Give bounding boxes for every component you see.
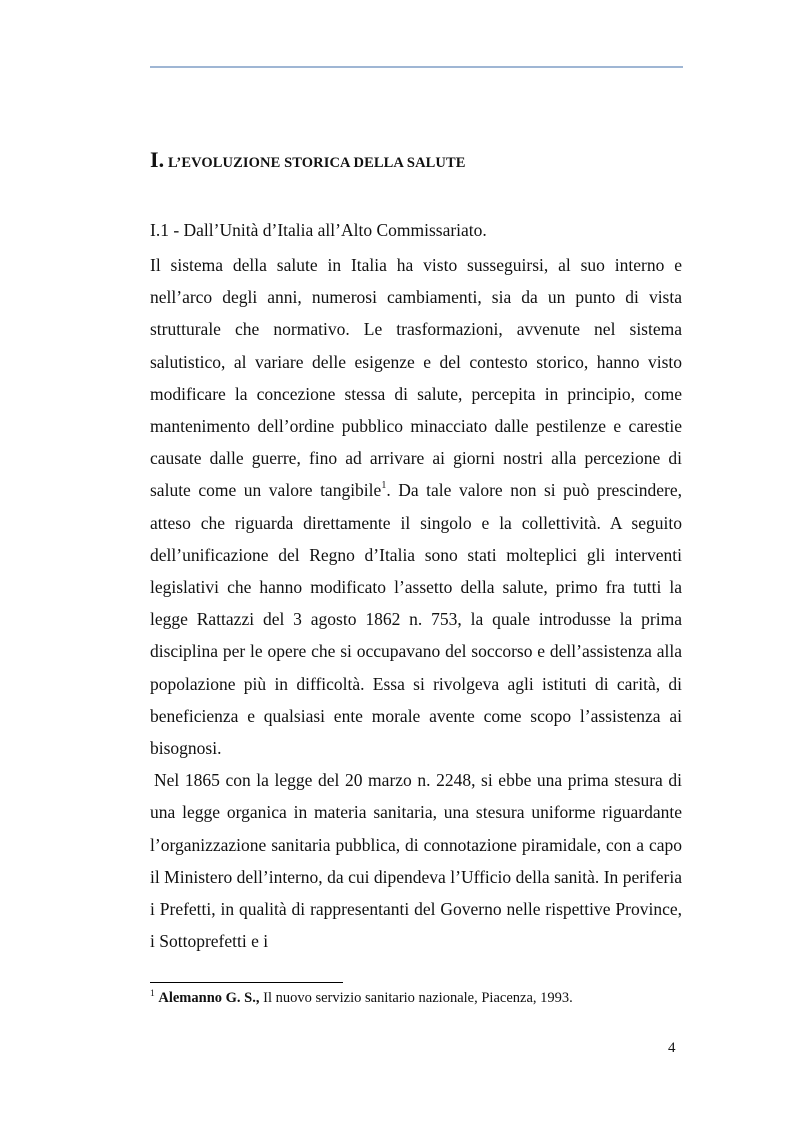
chapter-title <box>150 147 466 173</box>
chapter-number: I. <box>150 147 165 172</box>
paragraph-1-text-a: Il sistema della salute in Italia ha visto susseguirsi, al suo interno e nell’arco degli anni, numerosi cambiamenti, sia da un punto di vista strutturale che normativo. Le trasformazioni, avvenute nel sistema salutistico, al variare delle esigenze e del contesto storico, hanno visto modificare la concezione stessa di salute, percepita in principio, come mantenimento dell’ordine pubblico minacciato dalle pestilenze e carestie causate dalle guerre, fino ad arrivare ai giorni nostri alla percezione di salute come un valore tangibile <box>150 255 682 501</box>
footnote-text: Il nuovo servizio sanitario nazionale, Piacenza, 1993. <box>259 990 573 1006</box>
body-text <box>150 249 682 957</box>
chapter-title-text: L’EVOLUZIONE STORICA DELLA SALUTE <box>164 155 466 171</box>
paragraph-1 <box>150 249 682 764</box>
footnote <box>150 990 573 1007</box>
footnote-rule <box>150 982 343 983</box>
section-heading: I.1 - Dall’Unità d’Italia all’Alto Commissariato. <box>150 220 487 240</box>
paragraph-1-text-b: . Da tale valore non si può prescindere, atteso che riguarda direttamente il singolo e la collettività. A seguito dell’unificazione del Regno d’Italia sono stati molteplici gli interventi legislativi che hanno modificato l’assetto della salute, primo fra tutti la legge Rattazzi del 3 agosto 1862 n. 753, la quale introdusse la prima disciplina per le opere che si occupavano del soccorso e dell’assistenza alla popolazione più in difficoltà. Essa si rivolgeva agli istituti di carità, di beneficienza e qualsiasi ente morale avente come scopo l’assistenza ai bisognosi. <box>150 480 682 759</box>
paragraph-2: Nel 1865 con la legge del 20 marzo n. 2248, si ebbe una prima stesura di una legge organica in materia sanitaria, una stesura uniforme riguardante l’organizzazione sanitaria pubblica, di connotazione piramidale, con a capo il Ministero dell’interno, da cui dipendeva l’Ufficio della sanità. In periferia i Prefetti, in qualità di rappresentanti del Governo nelle rispettive Province, i Sottoprefetti e i <box>150 770 682 952</box>
footnote-reference[interactable]: 1 <box>381 480 387 492</box>
footnote-author: Alemanno G. S., <box>158 990 260 1006</box>
footnote-number: 1 <box>150 989 155 999</box>
header-rule <box>150 66 683 68</box>
page-number: 4 <box>668 1040 676 1056</box>
